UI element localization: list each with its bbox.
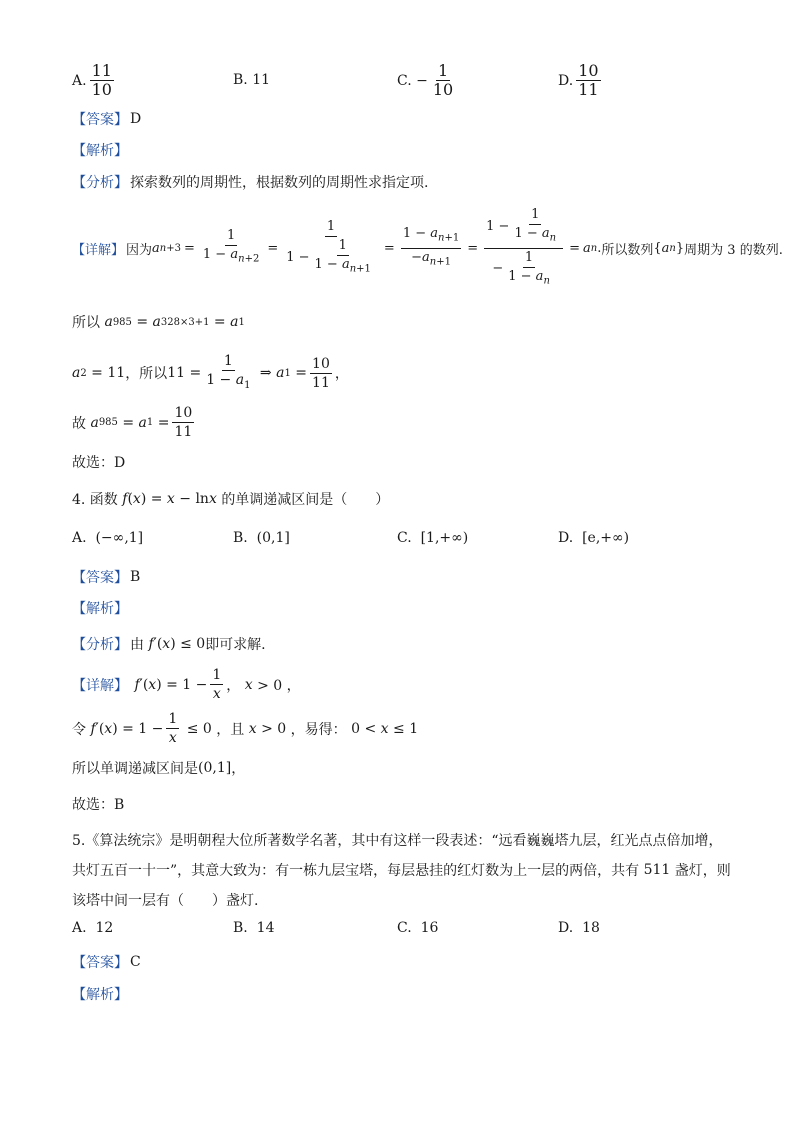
q4-answer: 【答案】 B — [72, 569, 141, 586]
q3-conclusion: 故选：D — [72, 455, 126, 471]
q3-option-d: D. $\frac{10}{11}$ — [558, 61, 599, 99]
fraction: $\frac{10}{11}$ — [578, 61, 599, 99]
q4-conclusion: 故选：B — [72, 797, 125, 813]
q5-analysis-label: 【解析】 — [72, 987, 128, 1003]
q3-line-a2: a 2 = 11 ，所以 11 = $\frac{1}{1 - a_1}$ ⇒ a 1 = $\frac{10}{11}$ ， — [72, 353, 349, 391]
q4-option-c: C. [1,+∞) — [397, 530, 469, 546]
q3-option-b: B. 11 — [233, 72, 271, 88]
q3-option-c: C. − $\frac{1}{10}$ — [397, 61, 454, 99]
q4-fenxi: 【分析】 由 f ′( x ) ≤ 0 即可求解. — [72, 636, 266, 653]
q5-option-a: A. 12 — [72, 920, 114, 936]
q5-option-c: C. 16 — [397, 920, 439, 936]
q3-answer: 【答案】 D — [72, 111, 142, 128]
recurrence-formula: a n+3 = $\frac{1}{1 - a_{n+2}}$ = 1 1 − $\frac{1}{1 - a_{n+1}}$ = $\frac{1 - a_{n+1}}{-a_{n+1}}$ = 1 − $\frac{1}{1 - a_n}$ − $\frac{1}{1 - a_n}$ = a n . — [152, 207, 602, 287]
q3-fenxi: 【分析】 探索数列的周期性，根据数列的周期性求指定项. — [72, 175, 429, 191]
q4-option-a: A. (−∞,1] — [72, 530, 144, 546]
q4-option-d: D. [e,+∞) — [558, 530, 630, 546]
q5-option-b: B. 14 — [233, 920, 275, 936]
q5-stem-line2: 共灯五百一十一”，其意大致为：有一栋九层宝塔，每层悬挂的红灯数为上一层的两倍，共有 511 盏灯，则 — [72, 862, 731, 879]
q5-stem-line1: 5.《算法统宗》是明朝程大位所著数学名著，其中有这样一段表述：“远看巍巍塔九层，红光点点倍加增， — [72, 833, 723, 849]
q3-analysis-label: 【解析】 — [72, 143, 128, 159]
q3-line-a985: 所以 a 985 = a 328×3+1 = a 1 — [72, 314, 245, 331]
q4-line-inequality: 令 f ′( x ) = 1 − $\frac{1}{x}$ ≤ 0 ，且 x > 0 ，易得： 0 < x ≤ 1 — [72, 711, 419, 746]
q5-stem-line3: 该塔中间一层有（ ）盏灯. — [72, 893, 259, 909]
q3-detail: 【详解】 因为 a n+3 = $\frac{1}{1 - a_{n+2}}$ = 1 1 − $\frac{1}{1 - a_{n+1}}$ = $\frac{1 - a_{n+1}}{-a_{n+1}}$ = 1 − $\frac{1}{1 - a_n}$ − $\frac{1}{1 - a_n}$ = a n . 所以数列 { a n } 周期为 3 的数列. — [72, 206, 783, 290]
q5-option-d: D. 18 — [558, 920, 600, 936]
fraction: $\frac{1}{10}$ — [432, 61, 454, 99]
q4-line-interval: 所以单调递减区间是 (0,1] ， — [72, 760, 246, 777]
q4-option-b: B. (0,1] — [233, 530, 290, 546]
q5-answer: 【答案】 C — [72, 954, 141, 971]
fraction: $\frac{11}{10}$ — [91, 61, 112, 99]
q4-stem: 4. 函数 f ( x ) = x − ln x 的单调递减区间是（ ） — [72, 491, 390, 508]
q3-option-a: A. $\frac{11}{10}$ — [72, 61, 112, 99]
q4-detail: 【详解】 f ′( x ) = 1 − $\frac{1}{x}$ ， x > 0 ， — [72, 667, 301, 702]
q4-analysis-label: 【解析】 — [72, 601, 128, 617]
q3-line-result: 故 a 985 = a 1 = $\frac{10}{11}$ — [72, 405, 193, 440]
